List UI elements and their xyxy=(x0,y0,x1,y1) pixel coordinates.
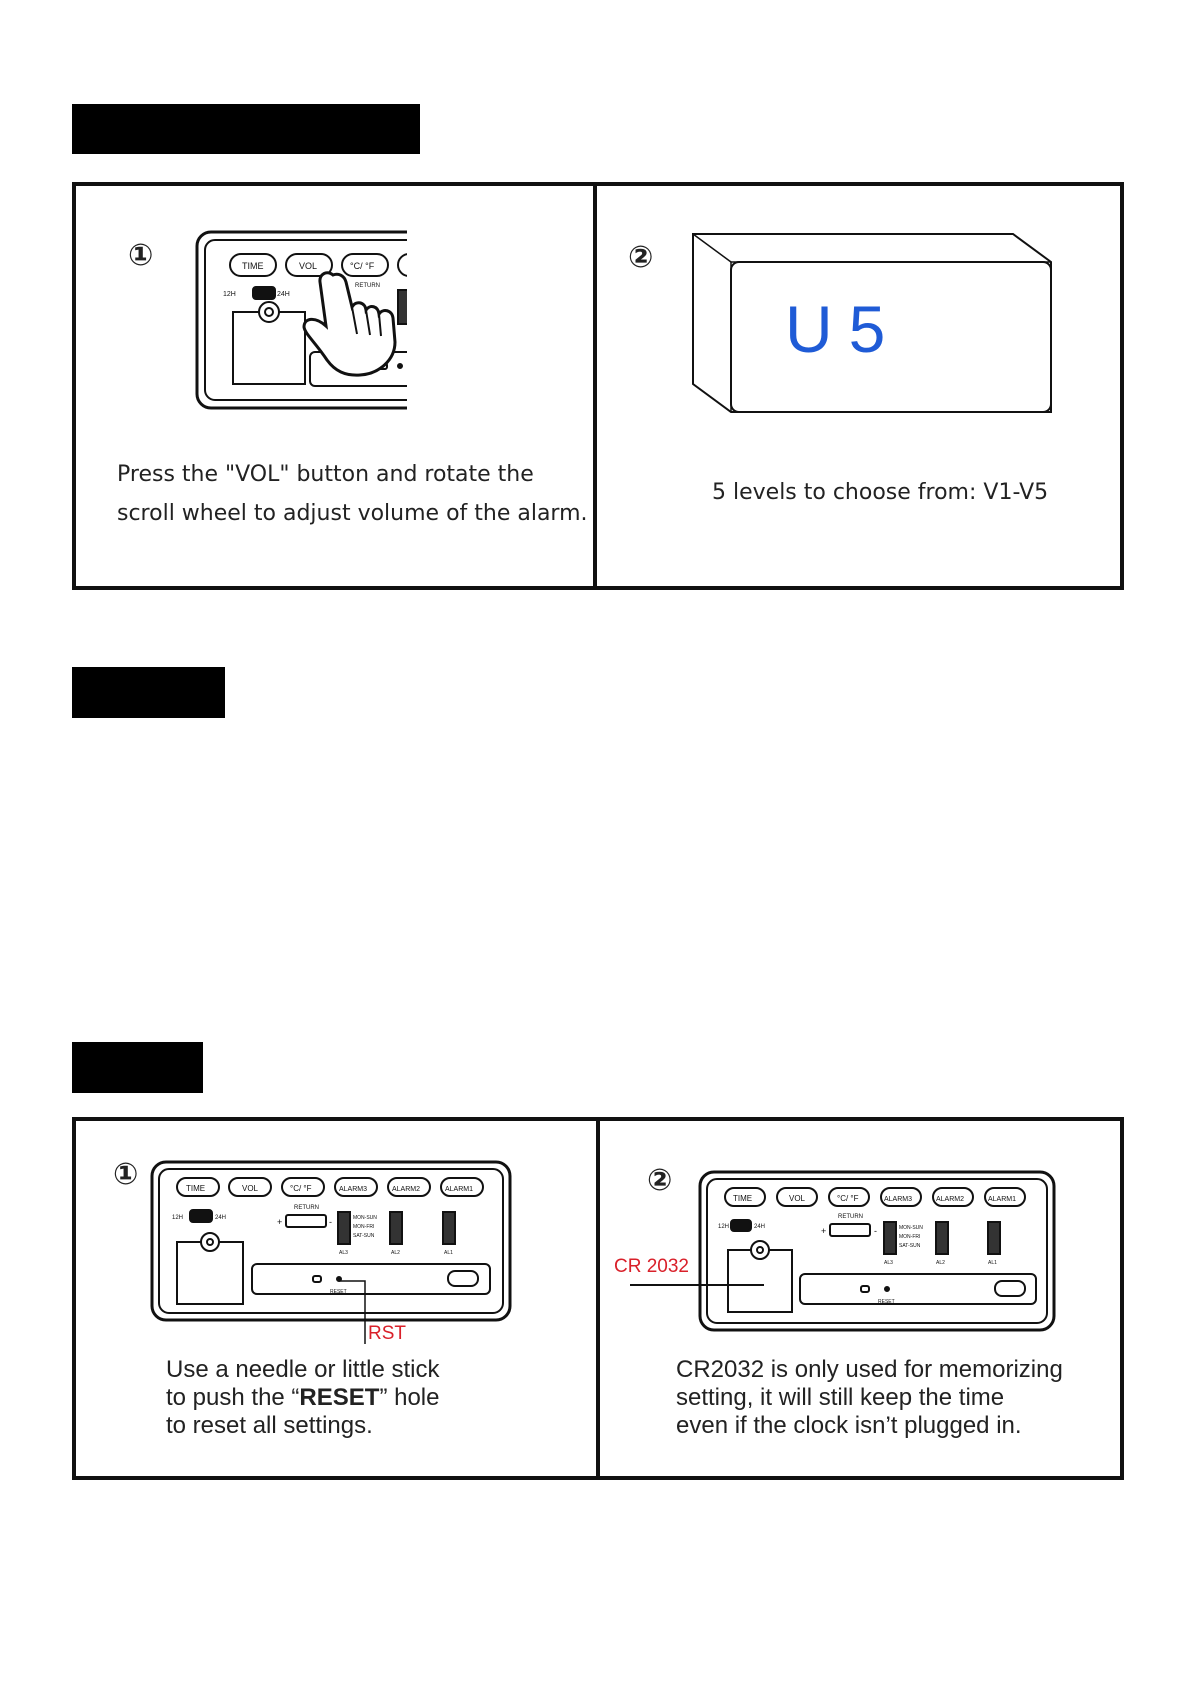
volume-step1-line2: scroll wheel to adjust volume of the alarm. xyxy=(117,501,588,526)
reset-step1-text xyxy=(166,1356,439,1440)
return-label-2: RETURN xyxy=(294,1205,319,1211)
24h-label-2: 24H xyxy=(215,1215,227,1221)
al3-label-3: AL3 xyxy=(884,1260,893,1266)
temp-button-label: °C/ °F xyxy=(350,261,375,271)
reset-step1-line2-bold: RESET xyxy=(299,1384,380,1411)
reset-hole-label: RESET xyxy=(330,1289,347,1295)
alarm3-label-3: ALARM3 xyxy=(884,1196,913,1203)
volume-box-divider xyxy=(593,182,597,590)
clock-back-panel-vol-illustration xyxy=(195,230,407,412)
12h-label-2: 12H xyxy=(172,1215,184,1221)
plus-label: + xyxy=(277,1217,283,1227)
12h-label-3: 12H xyxy=(718,1224,730,1230)
24h-label: 24H xyxy=(277,291,290,298)
time-label-2: TIME xyxy=(186,1184,206,1193)
24h-label-3: 24H xyxy=(754,1224,766,1230)
volume-step2-text: 5 levels to choose from: V1-V5 xyxy=(712,480,1049,505)
cr2032-callout: CR 2032 xyxy=(614,1256,689,1277)
alarm1-label: ALARM1 xyxy=(445,1186,474,1193)
reset-step1-line2 xyxy=(166,1384,439,1412)
minus-label-3: - xyxy=(874,1226,877,1236)
return-label-3: RETURN xyxy=(838,1214,863,1220)
clock-back-panel-battery-illustration xyxy=(698,1170,1056,1332)
step-number-2: ② xyxy=(628,240,654,275)
sat-sun-label: SAT-SUN xyxy=(353,1233,375,1239)
vol-label-2: VOL xyxy=(242,1184,259,1193)
vol-label-3: VOL xyxy=(789,1194,806,1203)
plus-label-3: + xyxy=(821,1226,827,1236)
reset-step-number-2: ② xyxy=(647,1163,673,1198)
alarm1-label-3: ALARM1 xyxy=(988,1196,1017,1203)
sat-sun-label-3: SAT-SUN xyxy=(899,1243,921,1249)
step-number-1: ① xyxy=(128,238,154,273)
time-label-3: TIME xyxy=(733,1194,753,1203)
clock-display-illustration xyxy=(683,232,1053,416)
reset-step2-line3: even if the clock isn’t plugged in. xyxy=(676,1412,1022,1439)
cr2032-leader-line xyxy=(630,1284,764,1286)
section-title-bar-volume xyxy=(72,104,420,154)
reset-step1-line3: to reset all settings. xyxy=(166,1412,373,1439)
section-title-bar-middle xyxy=(72,667,225,718)
alarm2-label: ALARM2 xyxy=(392,1186,421,1193)
minus-label: - xyxy=(329,1217,332,1227)
12h-label: 12H xyxy=(223,291,236,298)
reset-box-divider xyxy=(596,1117,600,1480)
al2-label-3: AL2 xyxy=(936,1260,945,1266)
temp-label-3: °C/ °F xyxy=(837,1194,859,1203)
al1-label: AL1 xyxy=(444,1250,453,1256)
mon-fri-label: MON-FRI xyxy=(353,1224,375,1230)
reset-step1-line2-post: ” hole xyxy=(379,1384,440,1411)
rst-callout: RST xyxy=(368,1323,406,1344)
mon-fri-label-3: MON-FRI xyxy=(899,1234,921,1240)
section-title-bar-reset xyxy=(72,1042,203,1093)
temp-label-2: °C/ °F xyxy=(290,1184,312,1193)
al1-label-3: AL1 xyxy=(988,1260,997,1266)
clock-back-panel-reset-illustration xyxy=(150,1160,514,1344)
al2-label: AL2 xyxy=(391,1250,400,1256)
reset-hole-label-3: RESET xyxy=(878,1299,895,1305)
vol-button-label: VOL xyxy=(299,261,318,271)
al3-label: AL3 xyxy=(339,1250,348,1256)
alarm2-label-3: ALARM2 xyxy=(936,1196,965,1203)
alarm3-label: ALARM3 xyxy=(339,1186,368,1193)
reset-step2-text xyxy=(676,1356,1063,1440)
reset-step-number-1: ① xyxy=(113,1157,139,1192)
reset-step1-line1: Use a needle or little stick xyxy=(166,1356,440,1383)
reset-step2-line2: setting, it will still keep the time xyxy=(676,1384,1005,1411)
time-button-label: TIME xyxy=(242,261,264,271)
volume-level-display: U5 xyxy=(785,292,902,366)
volume-step1-line1: Press the "VOL" button and rotate the xyxy=(117,462,534,487)
reset-step2-line1: CR2032 is only used for memorizing xyxy=(676,1356,1063,1383)
return-label: RETURN xyxy=(355,283,380,289)
mon-sun-label: MON-SUN xyxy=(353,1215,377,1221)
mon-sun-label-3: MON-SUN xyxy=(899,1225,923,1231)
reset-step1-line2-pre: to push the “ xyxy=(166,1384,300,1411)
